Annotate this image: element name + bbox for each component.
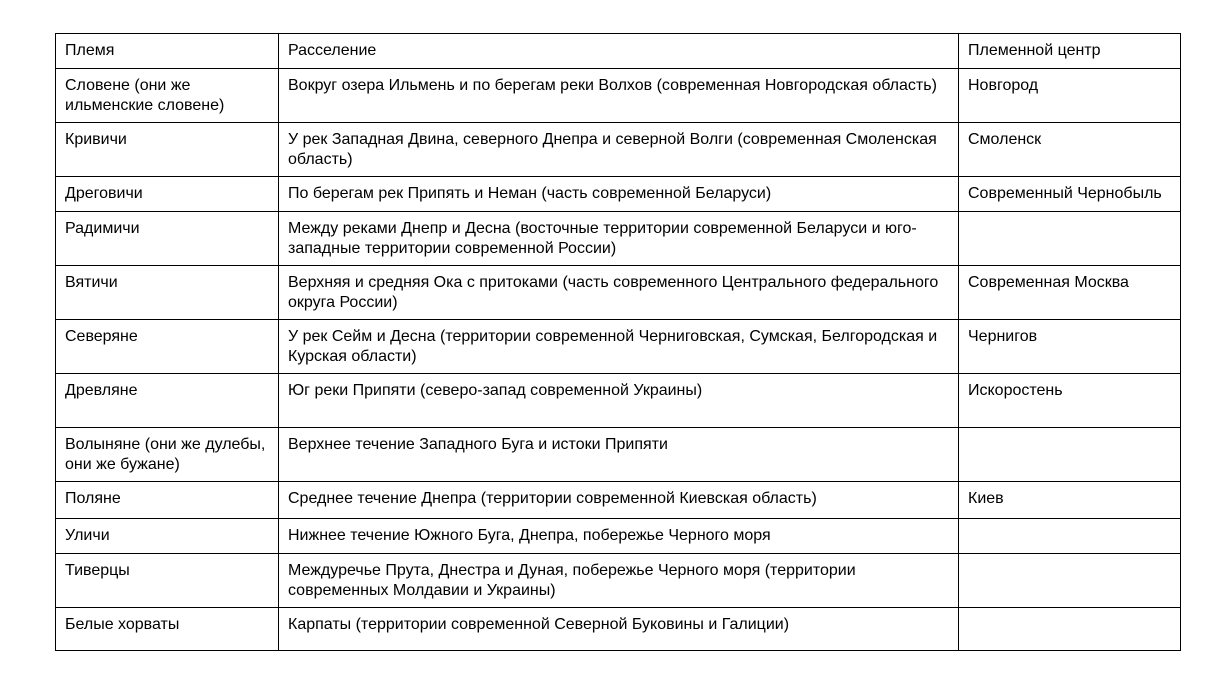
table-row xyxy=(56,428,1181,482)
tribe-cell: Волыняне (они же дулебы, они же бужане) xyxy=(56,428,279,482)
column-header-tribe: Племя xyxy=(56,34,279,69)
table-row xyxy=(56,69,1181,123)
settlement-cell: Междуречье Прута, Днестра и Дуная, побережье Черного моря (территории современных Молдавии и Украины) xyxy=(279,554,959,608)
settlement-cell: Верхняя и средняя Ока с притоками (часть современного Центрального федерального округа России) xyxy=(279,266,959,320)
tribe-cell: Тиверцы xyxy=(56,554,279,608)
center-cell: Современный Чернобыль xyxy=(959,177,1181,212)
table-header xyxy=(56,34,1181,69)
column-header-center: Племенной центр xyxy=(959,34,1181,69)
center-cell: Смоленск xyxy=(959,123,1181,177)
table-row xyxy=(56,177,1181,212)
tribes-table-container xyxy=(55,33,1181,651)
tribe-cell: Поляне xyxy=(56,482,279,519)
tribes-table xyxy=(55,33,1181,651)
tribe-cell: Белые хорваты xyxy=(56,608,279,651)
center-cell xyxy=(959,519,1181,554)
center-cell xyxy=(959,428,1181,482)
center-cell xyxy=(959,608,1181,651)
settlement-cell: У рек Сейм и Десна (территории современной Черниговская, Сумская, Белгородская и Курская области) xyxy=(279,320,959,374)
center-cell: Искоростень xyxy=(959,374,1181,428)
table-row xyxy=(56,212,1181,266)
column-header-settlement: Расселение xyxy=(279,34,959,69)
settlement-cell: Вокруг озера Ильмень и по берегам реки Волхов (современная Новгородская область) xyxy=(279,69,959,123)
center-cell xyxy=(959,212,1181,266)
center-cell: Новгород xyxy=(959,69,1181,123)
settlement-cell: Карпаты (территории современной Северной Буковины и Галиции) xyxy=(279,608,959,651)
table-row xyxy=(56,608,1181,651)
settlement-cell: По берегам рек Припять и Неман (часть современной Беларуси) xyxy=(279,177,959,212)
settlement-cell: Верхнее течение Западного Буга и истоки Припяти xyxy=(279,428,959,482)
tribe-cell: Древляне xyxy=(56,374,279,428)
settlement-cell: Между реками Днепр и Десна (восточные территории современной Беларуси и юго-западные территории современной России) xyxy=(279,212,959,266)
header-row xyxy=(56,34,1181,69)
settlement-cell: Среднее течение Днепра (территории современной Киевская область) xyxy=(279,482,959,519)
tribe-cell: Уличи xyxy=(56,519,279,554)
tribe-cell: Вятичи xyxy=(56,266,279,320)
table-row xyxy=(56,519,1181,554)
settlement-cell: Юг реки Припяти (северо-запад современной Украины) xyxy=(279,374,959,428)
tribe-cell: Дреговичи xyxy=(56,177,279,212)
center-cell xyxy=(959,554,1181,608)
table-row xyxy=(56,320,1181,374)
settlement-cell: У рек Западная Двина, северного Днепра и северной Волги (современная Смоленская область) xyxy=(279,123,959,177)
tribe-cell: Кривичи xyxy=(56,123,279,177)
table-row xyxy=(56,123,1181,177)
tribe-cell: Словене (они же ильменские словене) xyxy=(56,69,279,123)
table-row xyxy=(56,554,1181,608)
tribe-cell: Радимичи xyxy=(56,212,279,266)
tribe-cell: Северяне xyxy=(56,320,279,374)
center-cell: Чернигов xyxy=(959,320,1181,374)
table-body xyxy=(56,69,1181,651)
table-row xyxy=(56,266,1181,320)
center-cell: Современная Москва xyxy=(959,266,1181,320)
table-row xyxy=(56,482,1181,519)
table-row xyxy=(56,374,1181,428)
center-cell: Киев xyxy=(959,482,1181,519)
settlement-cell: Нижнее течение Южного Буга, Днепра, побережье Черного моря xyxy=(279,519,959,554)
